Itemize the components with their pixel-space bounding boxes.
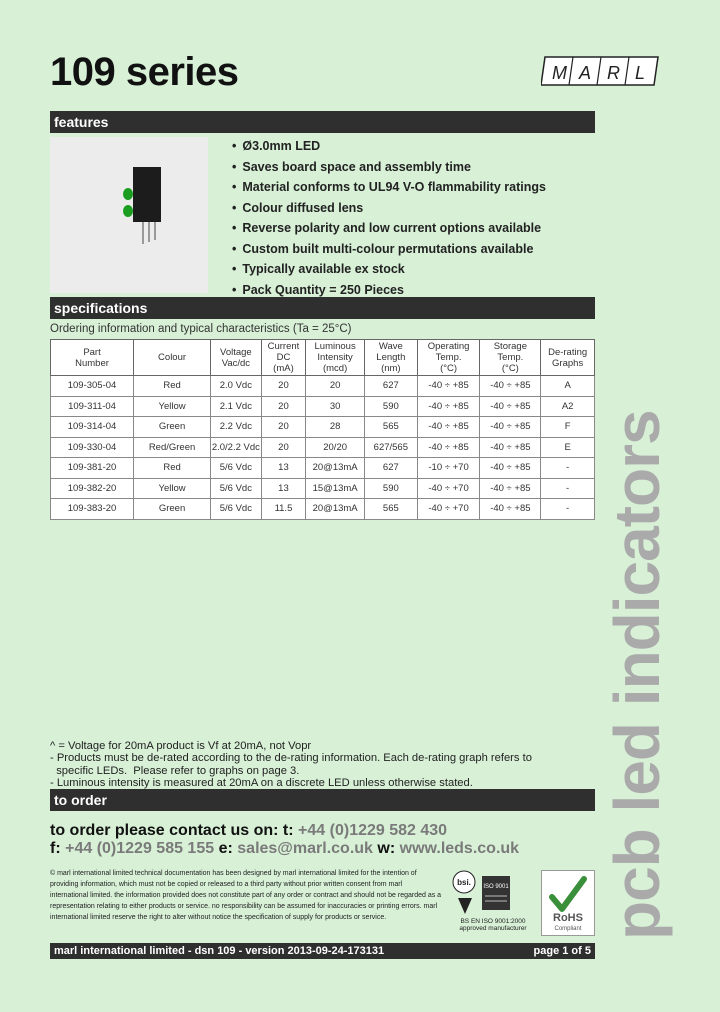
email-label: e: xyxy=(218,840,233,857)
table-cell: 20 xyxy=(261,417,306,438)
feature-item: • Typically available ex stock xyxy=(232,259,546,280)
fax-label: f: xyxy=(50,840,61,857)
footer-left: marl international limited - dsn 109 - version 2013-09-24-173131 xyxy=(54,945,385,957)
table-cell: -10 ÷ +70 xyxy=(417,458,480,479)
table-cell: -40 ÷ +85 xyxy=(417,376,480,397)
table-cell: 20@13mA xyxy=(306,458,365,479)
web-link[interactable]: www.leds.co.uk xyxy=(399,840,520,857)
table-cell: 109-382-20 xyxy=(51,478,134,499)
contact-label: to order please contact us on: t: xyxy=(50,822,294,839)
table-cell: -40 ÷ +85 xyxy=(480,437,541,458)
spec-caption: Ordering information and typical characteristics (Ta = 25°C) xyxy=(50,323,352,335)
table-row xyxy=(51,499,595,520)
features-header: features xyxy=(50,111,595,133)
header-wavelength: Wave Length (nm) xyxy=(365,340,418,376)
table-cell: -40 ÷ +85 xyxy=(480,458,541,479)
table-cell: 5/6 Vdc xyxy=(211,499,262,520)
bsi-caption: BS EN ISO 9001:2000 approved manufacturer xyxy=(459,918,527,932)
iso-text: ISO 9001 xyxy=(483,884,509,890)
features-list xyxy=(232,136,546,300)
table-cell: 13 xyxy=(261,478,306,499)
table-cell: Red xyxy=(134,376,211,397)
bsi-text: bsi. xyxy=(457,878,471,887)
table-cell: 20 xyxy=(261,376,306,397)
table-cell: 20 xyxy=(261,437,306,458)
table-cell: 565 xyxy=(365,417,418,438)
table-row xyxy=(51,417,595,438)
feature-item: • Saves board space and assembly time xyxy=(232,157,546,178)
table-cell: Green xyxy=(134,417,211,438)
header-voltage: Voltage Vac/dc xyxy=(211,340,262,376)
table-cell: -40 ÷ +85 xyxy=(480,417,541,438)
table-cell: 20/20 xyxy=(306,437,365,458)
table-row xyxy=(51,396,595,417)
table-cell: 627/565 xyxy=(365,437,418,458)
svg-text:A: A xyxy=(579,63,592,83)
contact-line-1 xyxy=(50,822,447,840)
table-cell: -40 ÷ +85 xyxy=(417,417,480,438)
table-cell: E xyxy=(541,437,595,458)
feature-item: • Reverse polarity and low current options available xyxy=(232,218,546,239)
note-line: - Products must be de-rated according to the de-rating information. Each de-rating graph refers to xyxy=(50,752,532,765)
table-cell: - xyxy=(541,499,595,520)
table-cell: -40 ÷ +85 xyxy=(480,499,541,520)
header-derating: De-rating Graphs xyxy=(541,340,595,376)
table-cell: A2 xyxy=(541,396,595,417)
table-cell: 565 xyxy=(365,499,418,520)
fax-number[interactable]: +44 (0)1229 585 155 xyxy=(65,840,215,857)
note-line: ^ = Voltage for 20mA product is Vf at 20mA, not Vopr xyxy=(50,740,312,752)
table-row xyxy=(51,437,595,458)
table-cell: 627 xyxy=(365,376,418,397)
svg-text:L: L xyxy=(635,63,646,83)
header-colour: Colour xyxy=(134,340,211,376)
contact-line-2 xyxy=(50,840,519,858)
table-cell: 15@13mA xyxy=(306,478,365,499)
svg-text:R: R xyxy=(607,63,620,83)
phone-number[interactable]: +44 (0)1229 582 430 xyxy=(298,822,448,839)
table-cell: 20@13mA xyxy=(306,499,365,520)
feature-item: • Ø3.0mm LED xyxy=(232,136,546,157)
table-row xyxy=(51,376,595,397)
table-cell: 109-314-04 xyxy=(51,417,134,438)
table-row xyxy=(51,478,595,499)
table-cell: 109-383-20 xyxy=(51,499,134,520)
table-cell: -40 ÷ +85 xyxy=(417,437,480,458)
table-cell: 30 xyxy=(306,396,365,417)
page-number: page 1 of 5 xyxy=(533,945,591,957)
table-cell: 2.1 Vdc xyxy=(211,396,262,417)
table-cell: 2.2 Vdc xyxy=(211,417,262,438)
table-cell: Red xyxy=(134,458,211,479)
table-cell: 590 xyxy=(365,478,418,499)
table-cell: -40 ÷ +85 xyxy=(480,478,541,499)
marl-logo xyxy=(541,55,659,87)
table-cell: 13 xyxy=(261,458,306,479)
svg-text:M: M xyxy=(552,63,567,83)
note-line: specific LEDs. Please refer to graphs on page 3. xyxy=(50,764,300,777)
table-cell: 627 xyxy=(365,458,418,479)
feature-item: • Material conforms to UL94 V-O flammability ratings xyxy=(232,177,546,198)
header-current: Current DC (mA) xyxy=(261,340,306,376)
to-order-header: to order xyxy=(50,789,595,811)
table-cell: 109-311-04 xyxy=(51,396,134,417)
header-storage-temp: Storage Temp. (°C) xyxy=(480,340,541,376)
header-part: Part Number xyxy=(51,340,134,376)
vertical-side-title: pcb led indicators xyxy=(601,410,673,940)
table-cell: 2.0/2.2 Vdc xyxy=(211,437,262,458)
table-cell: 20 xyxy=(306,376,365,397)
table-cell: -40 ÷ +70 xyxy=(417,478,480,499)
table-cell: 11.5 xyxy=(261,499,306,520)
email-link[interactable]: sales@marl.co.uk xyxy=(237,840,373,857)
header-intensity: Luminous Intensity (mcd) xyxy=(306,340,365,376)
footer-bar xyxy=(50,943,595,959)
rohs-text: RoHS xyxy=(553,912,583,924)
table-header-row xyxy=(51,340,595,376)
feature-item: • Pack Quantity = 250 Pieces xyxy=(232,280,546,301)
table-cell: - xyxy=(541,458,595,479)
specifications-header: specifications xyxy=(50,297,595,319)
rohs-sub-text: Compliant xyxy=(554,926,582,932)
page-title: 109 series xyxy=(50,50,239,94)
table-cell: Yellow xyxy=(134,396,211,417)
table-cell: 5/6 Vdc xyxy=(211,478,262,499)
table-cell: -40 ÷ +85 xyxy=(480,376,541,397)
feature-item: • Colour diffused lens xyxy=(232,198,546,219)
table-cell: 2.0 Vdc xyxy=(211,376,262,397)
table-cell: Red/Green xyxy=(134,437,211,458)
table-cell: -40 ÷ +85 xyxy=(417,396,480,417)
table-cell: A xyxy=(541,376,595,397)
bsi-certification-badge xyxy=(452,870,532,936)
rohs-badge xyxy=(541,870,595,936)
header-operating-temp: Operating Temp. (°C) xyxy=(417,340,480,376)
table-cell: Yellow xyxy=(134,478,211,499)
table-cell: 590 xyxy=(365,396,418,417)
spec-table xyxy=(50,339,595,520)
table-cell: - xyxy=(541,478,595,499)
feature-item: • Custom built multi-colour permutations available xyxy=(232,239,546,260)
table-row xyxy=(51,458,595,479)
note-line: - Luminous intensity is measured at 20mA on a discrete LED unless otherwise stated. xyxy=(50,777,473,790)
product-photo xyxy=(50,137,208,293)
notes xyxy=(50,740,595,790)
table-cell: -40 ÷ +70 xyxy=(417,499,480,520)
table-cell: 109-330-04 xyxy=(51,437,134,458)
disclaimer: © marl international limited technical documentation has been designed by marl international limited for the intention of providing information, which must not be copied or released to a third party without prior written consent from marl international limited. the information provided does not constitute part of any order or contract and should not be regarded as a representation relating to either products or service. no responsibility can be assumed for inaccuracies or printing errors. marl international limited reserve the right to alter without notice the specification of supply for products or service. xyxy=(50,870,442,921)
table-cell: 109-381-20 xyxy=(51,458,134,479)
table-cell: 5/6 Vdc xyxy=(211,458,262,479)
table-cell: 28 xyxy=(306,417,365,438)
table-cell: 109-305-04 xyxy=(51,376,134,397)
web-label: w: xyxy=(377,840,396,857)
table-cell: Green xyxy=(134,499,211,520)
table-cell: 20 xyxy=(261,396,306,417)
table-cell: -40 ÷ +85 xyxy=(480,396,541,417)
table-cell: F xyxy=(541,417,595,438)
